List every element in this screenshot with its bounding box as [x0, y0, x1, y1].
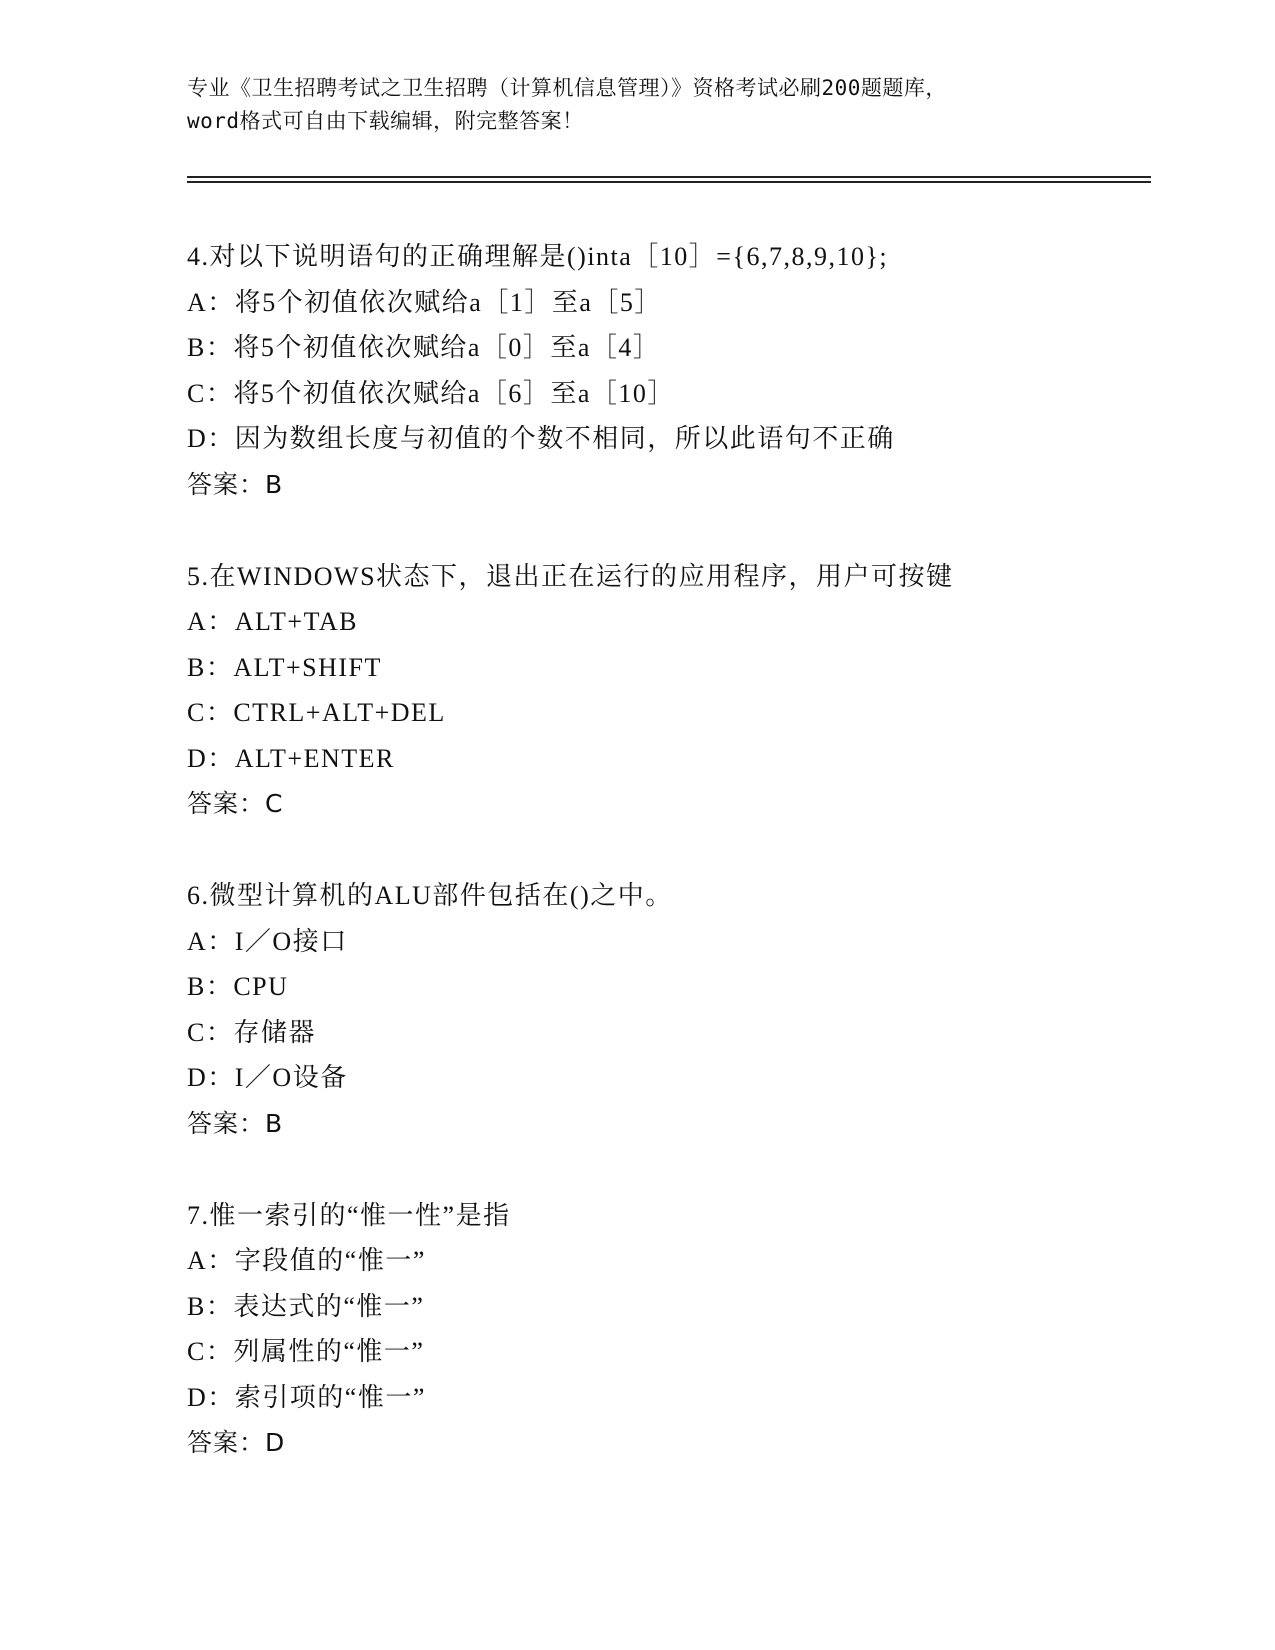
question-stem: 6.微型计算机的ALU部件包括在()之中。 — [187, 881, 673, 910]
question-7 — [187, 1193, 1147, 1467]
answer-label: 答案：C — [187, 789, 284, 818]
document-header — [187, 72, 1087, 138]
option-a: A：字段值的“惟一” — [187, 1246, 426, 1275]
option-c: C：CTRL+ALT+DEL — [187, 698, 446, 727]
option-a: A：将5个初值依次赋给a［1］至a［5］ — [187, 287, 662, 317]
answer-label: 答案：B — [187, 469, 284, 499]
question-stem: 7.惟一索引的“惟一性”是指 — [187, 1200, 511, 1230]
header-line-2: word格式可自由下载编辑，附完整答案！ — [187, 109, 584, 133]
option-d: D：索引项的“惟一” — [187, 1382, 426, 1412]
option-b: B：CPU — [187, 972, 289, 1001]
header-line-1: 专业《卫生招聘考试之卫生招聘（计算机信息管理）》资格考试必刷200题题库， — [187, 76, 947, 100]
question-6 — [187, 873, 1147, 1147]
option-d: D：I／O设备 — [187, 1063, 348, 1092]
question-stem: 4.对以下说明语句的正确理解是()inta［10］={6,7,8,9,10}; — [187, 242, 889, 271]
answer-label: 答案：D — [187, 1428, 286, 1457]
question-stem: 5.在WINDOWS状态下，退出正在运行的应用程序，用户可按键 — [187, 561, 954, 591]
option-c: C：列属性的“惟一” — [187, 1337, 425, 1366]
question-4 — [187, 234, 1147, 508]
header-divider-top — [187, 176, 1151, 178]
option-a: A：I／O接口 — [187, 926, 348, 956]
option-b: B：将5个初值依次赋给a［0］至a［4］ — [187, 333, 661, 362]
option-c: C：将5个初值依次赋给a［6］至a［10］ — [187, 378, 675, 408]
option-c: C：存储器 — [187, 1017, 316, 1047]
answer-label: 答案：B — [187, 1108, 284, 1138]
option-b: B：ALT+SHIFT — [187, 652, 382, 682]
option-d: D：ALT+ENTER — [187, 743, 395, 773]
question-list — [187, 234, 1147, 1512]
option-a: A：ALT+TAB — [187, 607, 359, 636]
header-divider-bottom — [187, 181, 1151, 183]
option-d: D：因为数组长度与初值的个数不相同，所以此语句不正确 — [187, 424, 895, 453]
question-5 — [187, 554, 1147, 828]
option-b: B：表达式的“惟一” — [187, 1291, 425, 1321]
